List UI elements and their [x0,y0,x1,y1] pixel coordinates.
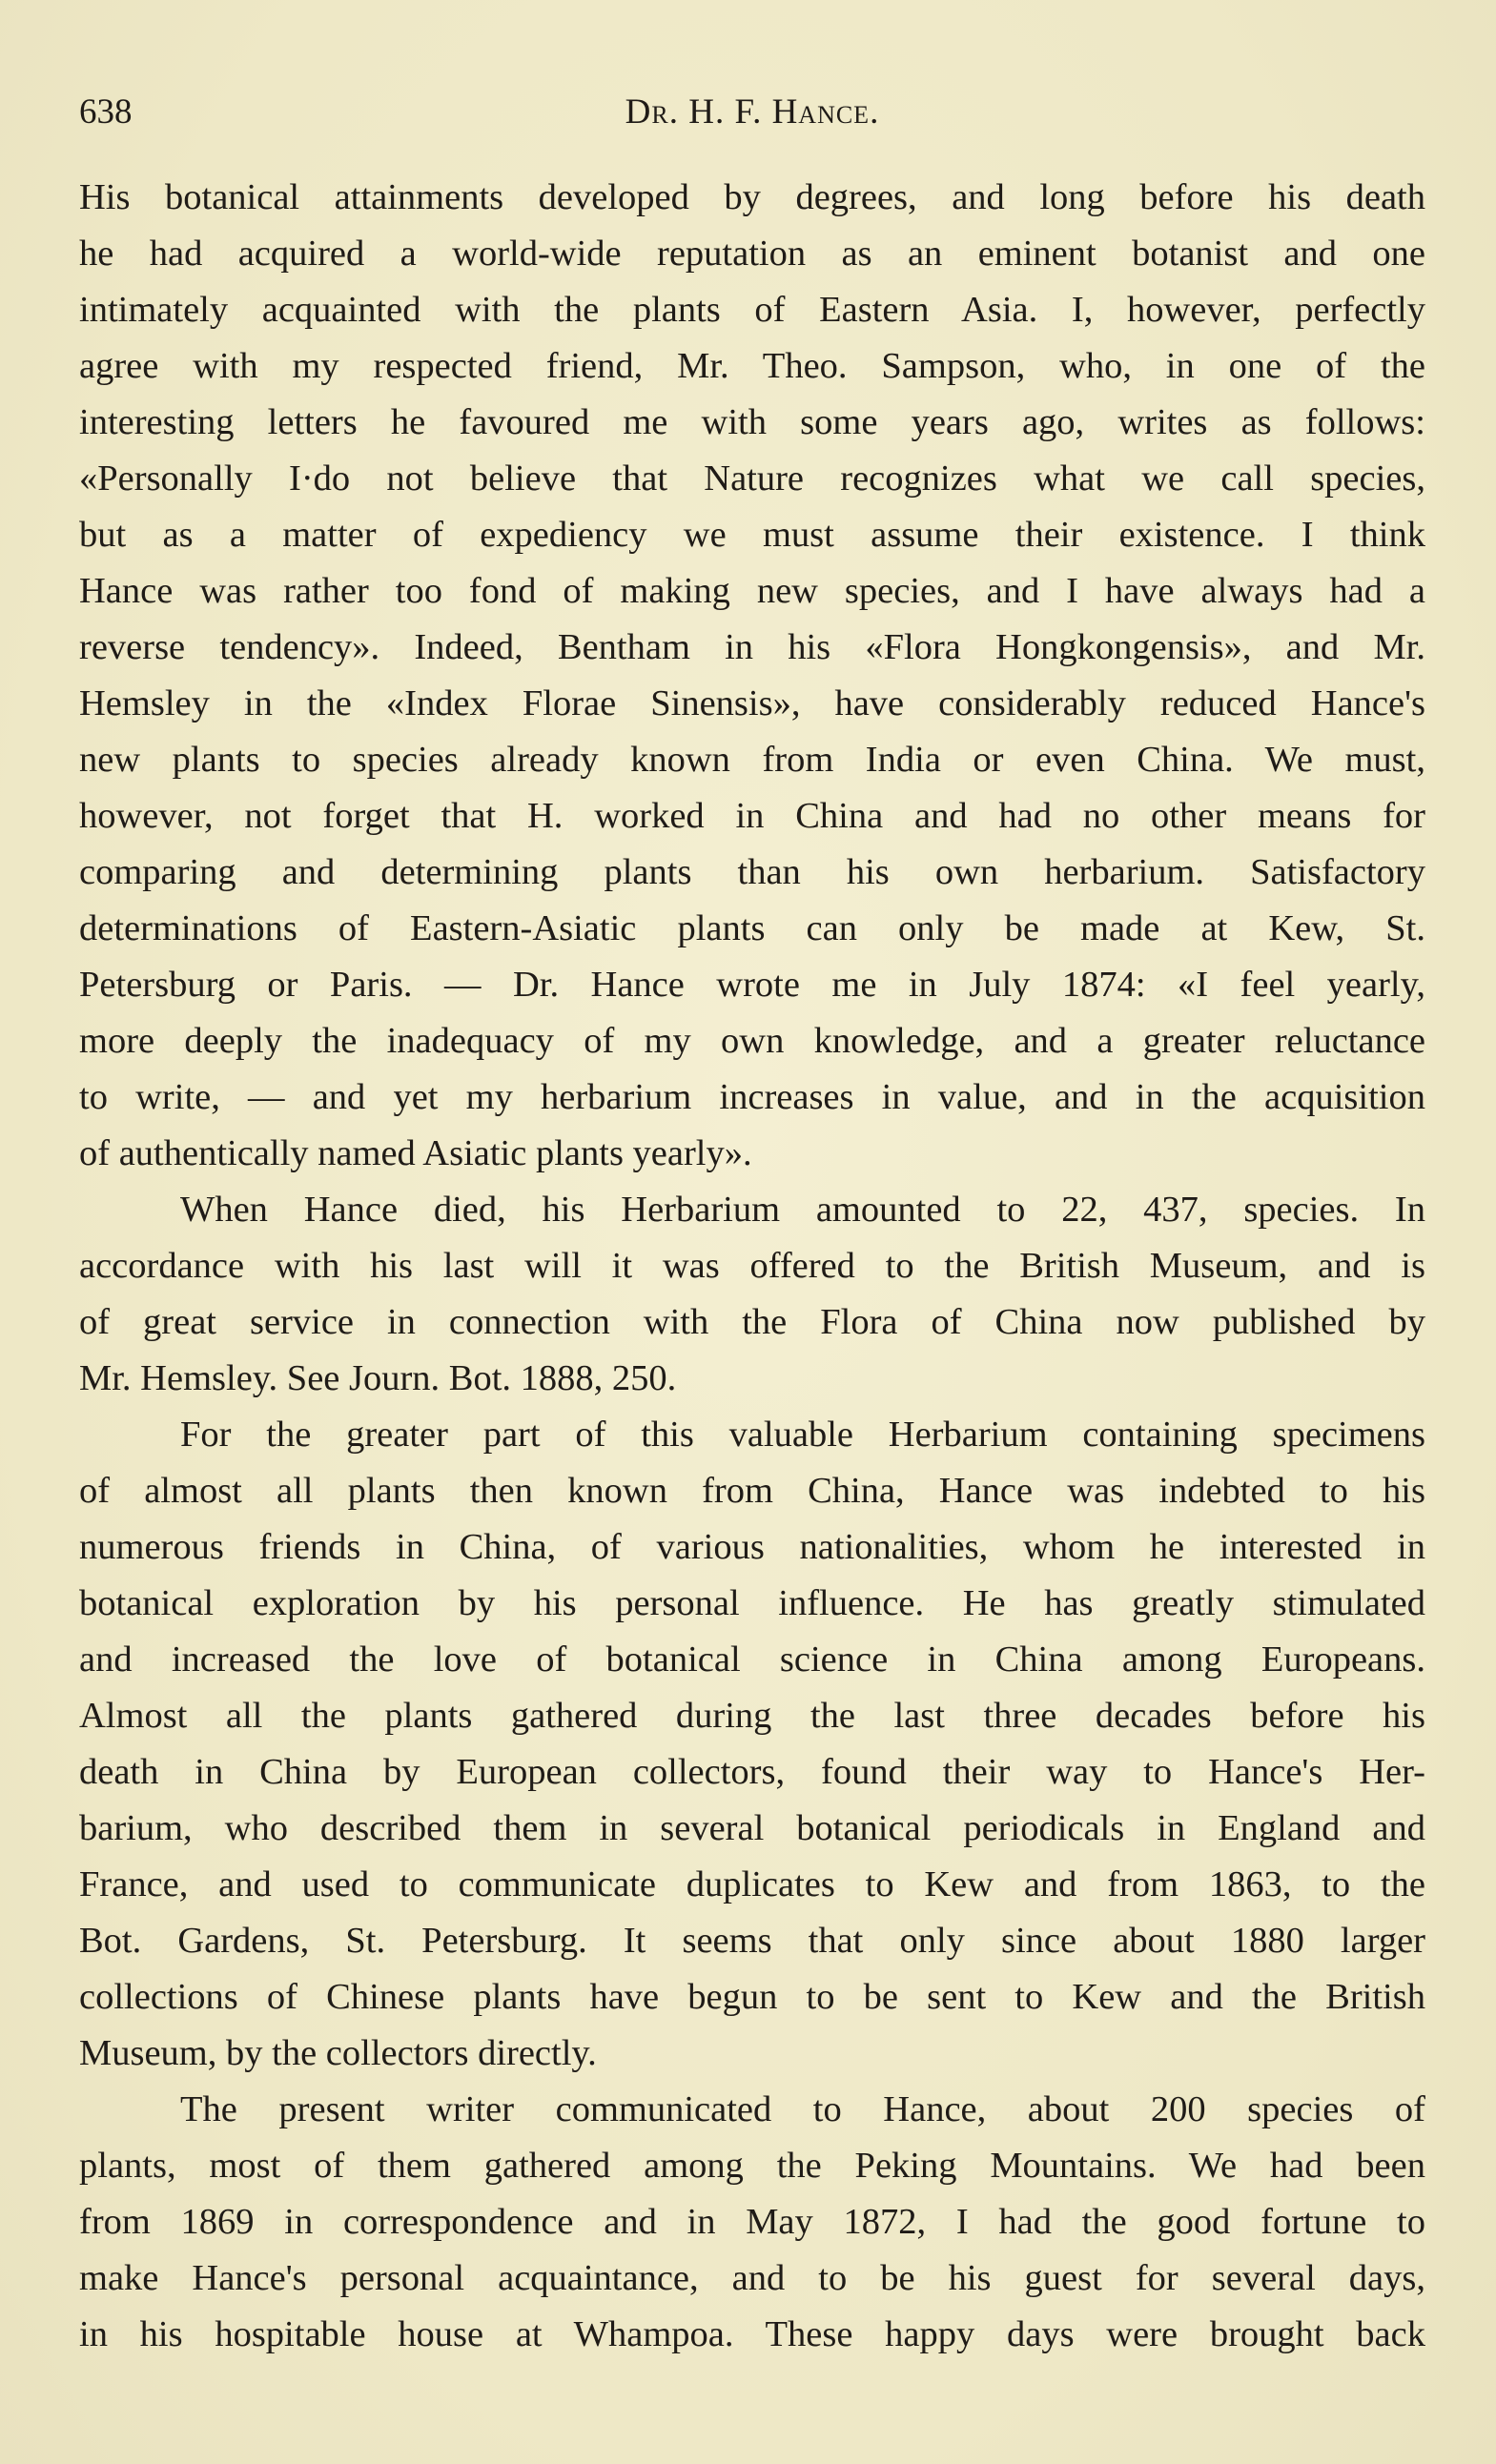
text-line: to write, — and yet my herbarium increases in value, and in the acquisition [79,1077,1425,1117]
text-line: plants, most of them gathered among the Peking Mountains. We had been [79,2146,1425,2186]
text-line: determinations of Eastern-Asiatic plants can only be made at Kew, St. [79,908,1425,948]
text-line: death in China by European collectors, found their way to Hance's Her- [79,1752,1425,1792]
text-line: Bot. Gardens, St. Petersburg. It seems that only since about 1880 larger [79,1921,1425,1961]
text-line: numerous friends in China, of various nationalities, whom he interested in [79,1527,1425,1567]
book-page [79,84,1425,2363]
text-line: The present writer communicated to Hance, about 200 species of [180,2089,1425,2129]
text-line: from 1869 in correspondence and in May 1872, I had the good fortune to [79,2202,1425,2242]
text-line: and increased the love of botanical science in China among Europeans. [79,1639,1425,1680]
text-line: comparing and determining plants than his own herbarium. Satisfactory [79,852,1425,892]
text-line: botanical exploration by his personal influence. He has greatly stimulated [79,1583,1425,1623]
running-title: Dr. H. F. Hance. [625,92,880,132]
page-number: 638 [79,92,133,132]
text-line: Petersburg or Paris. — Dr. Hance wrote me in July 1874: «I feel yearly, [79,965,1425,1005]
body-text [79,170,1425,2363]
text-line: reverse tendency». Indeed, Bentham in his «Flora Hongkongensis», and Mr. [79,627,1425,667]
running-head [79,84,1425,141]
text-line: barium, who described them in several botanical periodicals in England and [79,1808,1425,1848]
text-line: Hemsley in the «Index Florae Sinensis», have considerably reduced Hance's [79,683,1425,723]
text-line: His botanical attainments developed by degrees, and long before his death [79,177,1425,217]
paragraph [79,2082,1425,2363]
text-line: France, and used to communicate duplicates to Kew and from 1863, to the [79,1864,1425,1904]
text-line: Hance was rather too fond of making new species, and I have always had a [79,571,1425,611]
text-line: in his hospitable house at Whampoa. These happy days were brought back [79,2314,1425,2354]
text-line: new plants to species already known from India or even China. We must, [79,740,1425,780]
text-line: When Hance died, his Herbarium amounted to 22, 437, species. In [180,1190,1425,1230]
text-line: of almost all plants then known from China, Hance was indebted to his [79,1471,1425,1511]
text-line: but as a matter of expediency we must assume their existence. I think [79,515,1425,555]
text-line: agree with my respected friend, Mr. Theo. Sampson, who, in one of the [79,346,1425,386]
text-line: he had acquired a world-wide reputation as an eminent botanist and one [79,234,1425,274]
text-line: of authentically named Asiatic plants yearly». [79,1133,752,1173]
text-line: Almost all the plants gathered during the last three decades before his [79,1696,1425,1736]
text-line: intimately acquainted with the plants of Eastern Asia. I, however, perfectly [79,290,1425,330]
text-line: Museum, by the collectors directly. [79,2033,597,2073]
text-line: accordance with his last will it was offered to the British Museum, and is [79,1246,1425,1286]
text-line: of great service in connection with the Flora of China now published by [79,1302,1425,1342]
text-line: collections of Chinese plants have begun to be sent to Kew and the British [79,1977,1425,2017]
text-line: «Personally I·do not believe that Nature recognizes what we call species, [79,458,1425,499]
paragraph [79,170,1425,1182]
text-line: interesting letters he favoured me with some years ago, writes as follows: [79,402,1425,442]
text-line: For the greater part of this valuable Herbarium containing specimens [180,1415,1425,1455]
text-line: make Hance's personal acquaintance, and to be his guest for several days, [79,2258,1425,2298]
paragraph [79,1182,1425,1407]
text-line: Mr. Hemsley. See Journ. Bot. 1888, 250. [79,1358,677,1398]
text-line: however, not forget that H. worked in China and had no other means for [79,796,1425,836]
text-line: more deeply the inadequacy of my own knowledge, and a greater reluctance [79,1021,1425,1061]
paragraph [79,1407,1425,2082]
